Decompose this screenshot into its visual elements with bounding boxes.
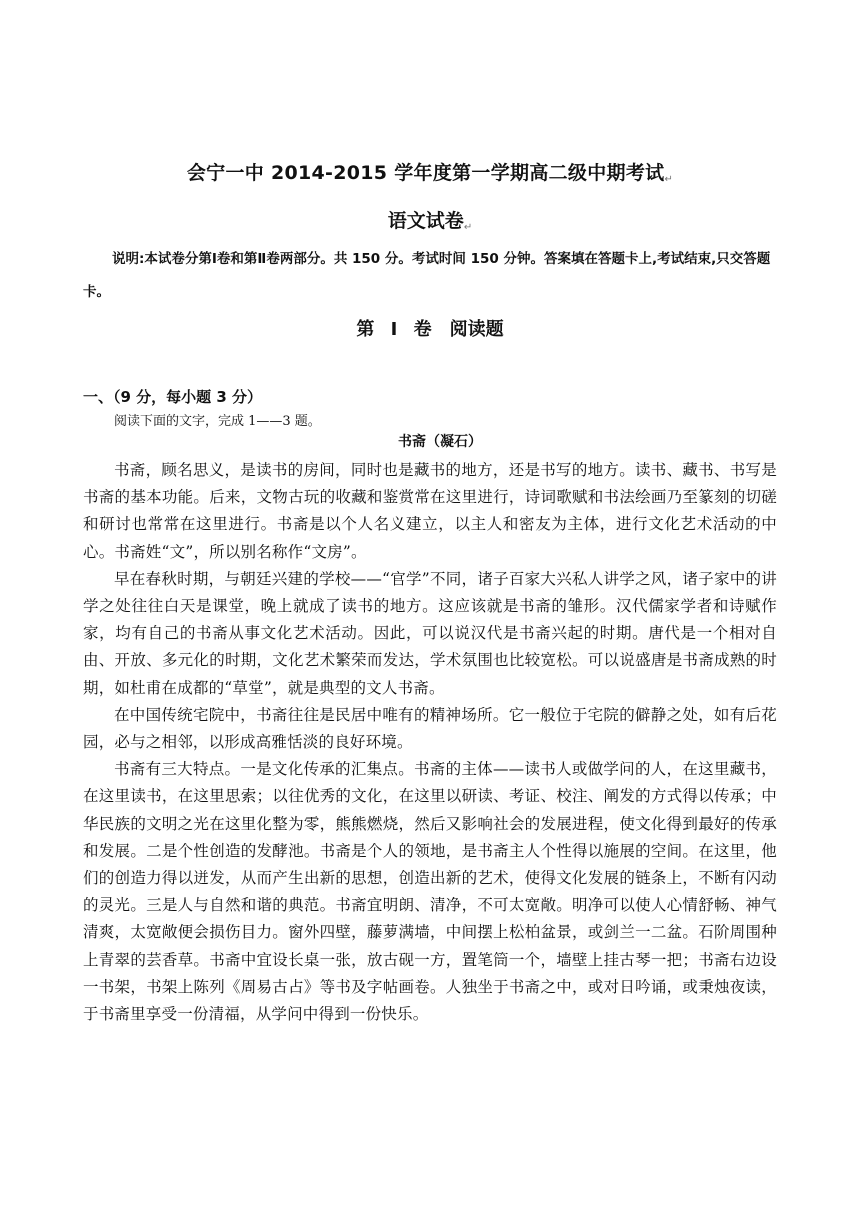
exam-instructions: 说明:本试卷分第Ⅰ卷和第Ⅱ卷两部分。共 150 分。考试时间 150 分钟。答案填在答题卡上,考试结束,只交答题卡。 xyxy=(83,251,771,300)
exam-subtitle-text: 语文试卷 xyxy=(387,210,464,232)
reading-directive: 阅读下面的文字，完成 1——3 题。 xyxy=(114,414,321,429)
paragraph-mark-icon: ↵ xyxy=(664,174,674,185)
passage-paragraph: 书斋，顾名思义，是读书的房间，同时也是藏书的地方，还是书写的地方。读书、藏书、书写是书斋的基本功能。后来，文物古玩的收藏和鉴赏常在这里进行，诗词歌赋和书法绘画乃至篆刻的切磋和研讨也常常在这里进行。书斋是以个人名义建立，以主人和密友为主体，进行文化艺术活动的中心。书斋姓“文”，所以别名称作“文房”。 xyxy=(83,461,777,561)
exam-subtitle xyxy=(0,206,860,233)
passage-body xyxy=(83,457,777,1028)
part-title: 第 I 卷 阅读题 xyxy=(356,319,504,340)
passage-title: 书斋（凝石） xyxy=(398,434,482,450)
passage-paragraph: 书斋有三大特点。一是文化传承的汇集点。书斋的主体——读书人或做学问的人，在这里藏书，在这里读书，在这里思索；以往优秀的文化，在这里以研读、考证、校注、阐发的方式得以传承；中华民族的文明之光在这里化整为零，熊熊燃烧，然后又影响社会的发展进程，使文化得到最好的传承和发展。二是个性创造的发酵池。书斋是个人的领地，是书斋主人个性得以施展的空间。在这里，他们的创造力得以迸发，从而产生出新的思想，创造出新的艺术，使得文化发展的链条上，不断有闪动的灵光。三是人与自然和谐的典范。书斋宜明朗、清净，不可太宽敞。明净可以使人心情舒畅、神气清爽，太宽敞便会损伤目力。窗外四壁，藤萝满墙，中间摆上松柏盆景，或剑兰一二盆。石阶周围种上青翠的芸香草。书斋中宜设长桌一张，放古砚一方，置笔筒一个，墙壁上挂古琴一把；书斋右边设一书架，书架上陈列《周易古占》等书及字帖画卷。人独坐于书斋之中，或对日吟诵，或秉烛夜读，于书斋里享受一份清福，从学问中得到一份快乐。 xyxy=(83,760,777,1024)
section-heading: 一、（9 分，每小题 3 分） xyxy=(83,388,263,406)
passage-paragraph: 早在春秋时期，与朝廷兴建的学校——“官学”不同，诸子百家大兴私人讲学之风，诸子家中的讲学之处往往白天是课堂，晚上就成了读书的地方。这应该就是书斋的雏形。汉代儒家学者和诗赋作家，均有自己的书斋从事文化艺术活动。因此，可以说汉代是书斋兴起的时期。唐代是一个相对自由、开放、多元化的时期，文化艺术繁荣而发达，学术氛围也比较宽松。可以说盛唐是书斋成熟的时期，如杜甫在成都的“草堂”，就是典型的文人书斋。 xyxy=(83,569,777,697)
paragraph-mark-icon: ↵ xyxy=(463,222,473,233)
exam-title-text: 会宁一中 2014-2015 学年度第一学期高二级中期考试 xyxy=(186,162,665,184)
passage-paragraph: 在中国传统宅院中，书斋往往是民居中唯有的精神场所。它一般位于宅院的僻静之处，如有后花园，必与之相邻，以形成高雅恬淡的良好环境。 xyxy=(83,705,777,752)
exam-title xyxy=(0,158,860,185)
